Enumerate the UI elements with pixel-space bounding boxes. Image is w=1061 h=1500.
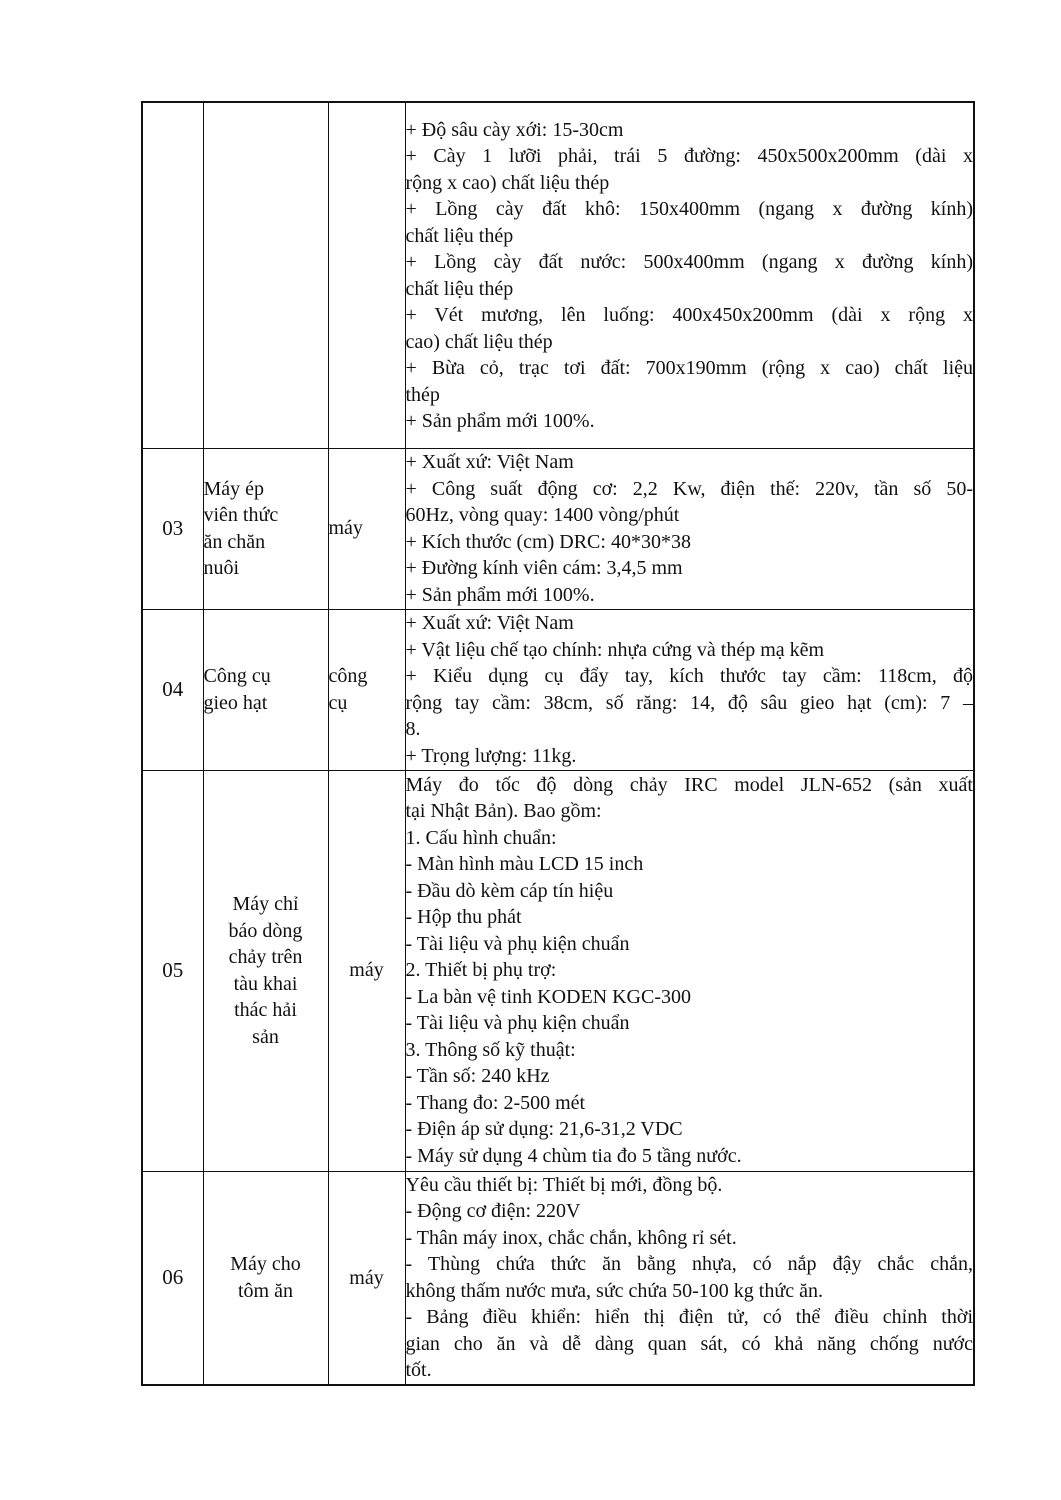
spec-line: + Kích thước (cm) DRC: 40*30*38 [405, 530, 691, 553]
item-name-line: Máy cho [230, 1253, 301, 1276]
table-row [142, 102, 974, 448]
item-name [203, 770, 328, 1171]
spec-line: thép [405, 383, 440, 406]
item-unit [328, 448, 405, 609]
spec-line: + Bừa cỏ, trạc tơi đất: 700x190mm (rộng x cao) chất liệu [405, 357, 973, 380]
row-number: 06 [142, 1171, 203, 1385]
item-name-line: Máy ép [203, 477, 265, 500]
item-name-line: viên thức [203, 504, 279, 526]
item-unit-line: cụ [328, 691, 348, 714]
spec-line: - Bảng điều khiển: hiển thị điện tử, có thể điều chỉnh thời [405, 1306, 973, 1329]
spec-line: Yêu cầu thiết bị: Thiết bị mới, đồng bộ. [405, 1173, 723, 1196]
item-name-line: sản [252, 1025, 279, 1048]
item-unit-line: máy [328, 517, 363, 540]
item-name-line: gieo hạt [203, 691, 268, 714]
spec-line: - Màn hình màu LCD 15 inch [405, 853, 644, 876]
item-name-line: chảy trên [228, 946, 303, 968]
spec-line: - Tài liệu và phụ kiện chuẩn [405, 1012, 630, 1035]
item-specification [405, 1171, 974, 1385]
item-name-line: tôm ăn [238, 1279, 293, 1302]
spec-line: - Thùng chứa thức ăn bằng nhựa, có nắp đậy chắc chắn, [405, 1253, 973, 1276]
spec-line: rộng x cao) chất liệu thép [405, 171, 610, 194]
spec-line: - Thân máy inox, chắc chắn, không rỉ sét. [405, 1226, 737, 1249]
item-name-line: thác hải [234, 999, 297, 1021]
spec-line: rộng tay cầm: 38cm, số răng: 14, độ sâu gieo hạt (cm): 7 – [405, 691, 973, 714]
spec-line: chất liệu thép [405, 224, 514, 247]
item-name-line: Công cụ [203, 665, 271, 687]
spec-line: + Công suất động cơ: 2,2 Kw, điện thế: 220v, tần số 50- [405, 477, 973, 500]
item-name-line: báo dòng [228, 919, 303, 942]
item-name [203, 102, 328, 448]
item-specification [405, 770, 974, 1171]
spec-line: - Tài liệu và phụ kiện chuẩn [405, 932, 630, 955]
item-name [203, 448, 328, 609]
spec-line: Máy đo tốc độ dòng chảy IRC model JLN-652 (sản xuất [405, 773, 973, 796]
spec-line: tốt. [405, 1359, 432, 1382]
spec-line: + Vật liệu chế tạo chính: nhựa cứng và thép mạ kẽm [405, 638, 825, 661]
spec-line: 2. Thiết bị phụ trợ: [405, 959, 557, 982]
item-unit-line: máy [349, 1266, 384, 1289]
spec-line: + Cày 1 lưỡi phải, trái 5 đường: 450x500x200mm (dài x [405, 145, 973, 168]
item-unit-line: công [328, 665, 368, 687]
spec-line: - Đầu dò kèm cáp tín hiệu [405, 879, 614, 902]
spec-line: gian cho ăn và dễ dàng quan sát, có khả năng chống nước [405, 1332, 973, 1355]
table-row [142, 770, 974, 1171]
row-number: 05 [142, 770, 203, 1171]
spec-line: - Thang đo: 2-500 mét [405, 1091, 586, 1114]
spec-line: - Máy sử dụng 4 chùm tia đo 5 tầng nước. [405, 1144, 742, 1167]
spec-line: + Xuất xứ: Việt Nam [405, 451, 574, 473]
spec-line: 1. Cấu hình chuẩn: [405, 826, 557, 849]
spec-line: 3. Thông số kỹ thuật: [405, 1038, 576, 1061]
item-specification [405, 102, 974, 448]
spec-line: - Điện áp sử dụng: 21,6-31,2 VDC [405, 1118, 683, 1141]
row-number [142, 102, 203, 448]
spec-line: + Lồng cày đất khô: 150x400mm (ngang x đường kính) [405, 198, 973, 221]
spec-line: + Sản phẩm mới 100%. [405, 410, 595, 433]
item-unit [328, 770, 405, 1171]
spec-line: tại Nhật Bản). Bao gồm: [405, 800, 602, 823]
spec-line: không thấm nước mưa, sức chứa 50-100 kg thức ăn. [405, 1279, 823, 1302]
spec-line: chất liệu thép [405, 277, 514, 300]
item-specification [405, 609, 974, 770]
table-row [142, 609, 974, 770]
item-unit [328, 609, 405, 770]
spec-line: + Đường kính viên cám: 3,4,5 mm [405, 557, 683, 579]
row-number: 04 [142, 609, 203, 770]
item-name [203, 1171, 328, 1385]
spec-line: + Lồng cày đất nước: 500x400mm (ngang x đường kính) [405, 251, 973, 274]
spec-line: + Xuất xứ: Việt Nam [405, 612, 574, 634]
spec-line: + Độ sâu cày xới: 15-30cm [405, 118, 624, 141]
spec-line: - La bàn vệ tinh KODEN KGC-300 [405, 985, 691, 1008]
spec-line: + Kiểu dụng cụ đẩy tay, kích thước tay cầm: 118cm, độ [405, 665, 973, 687]
item-name-line: ăn chăn [203, 530, 266, 553]
spec-line: cao) chất liệu thép [405, 330, 553, 353]
item-name-line: tàu khai [233, 972, 298, 995]
spec-line: - Hộp thu phát [405, 906, 522, 929]
spec-line: - Động cơ điện: 220V [405, 1200, 581, 1223]
spec-line: - Tần số: 240 kHz [405, 1065, 550, 1088]
spec-line: 8. [405, 718, 421, 740]
spec-line: + Vét mương, lên luống: 400x450x200mm (dài x rộng x [405, 304, 973, 327]
item-name-line: nuôi [203, 557, 240, 579]
item-name [203, 609, 328, 770]
table-row [142, 448, 974, 609]
table-row [142, 1171, 974, 1385]
item-unit-line: máy [349, 959, 384, 982]
spec-line: + Sản phẩm mới 100%. [405, 583, 595, 606]
spec-line: + Trọng lượng: 11kg. [405, 744, 577, 767]
item-unit [328, 1171, 405, 1385]
item-name-line: Máy chỉ [232, 893, 299, 915]
equipment-spec-table [141, 101, 975, 1386]
item-specification [405, 448, 974, 609]
item-unit [328, 102, 405, 448]
row-number: 03 [142, 448, 203, 609]
spec-line: 60Hz, vòng quay: 1400 vòng/phút [405, 504, 680, 526]
